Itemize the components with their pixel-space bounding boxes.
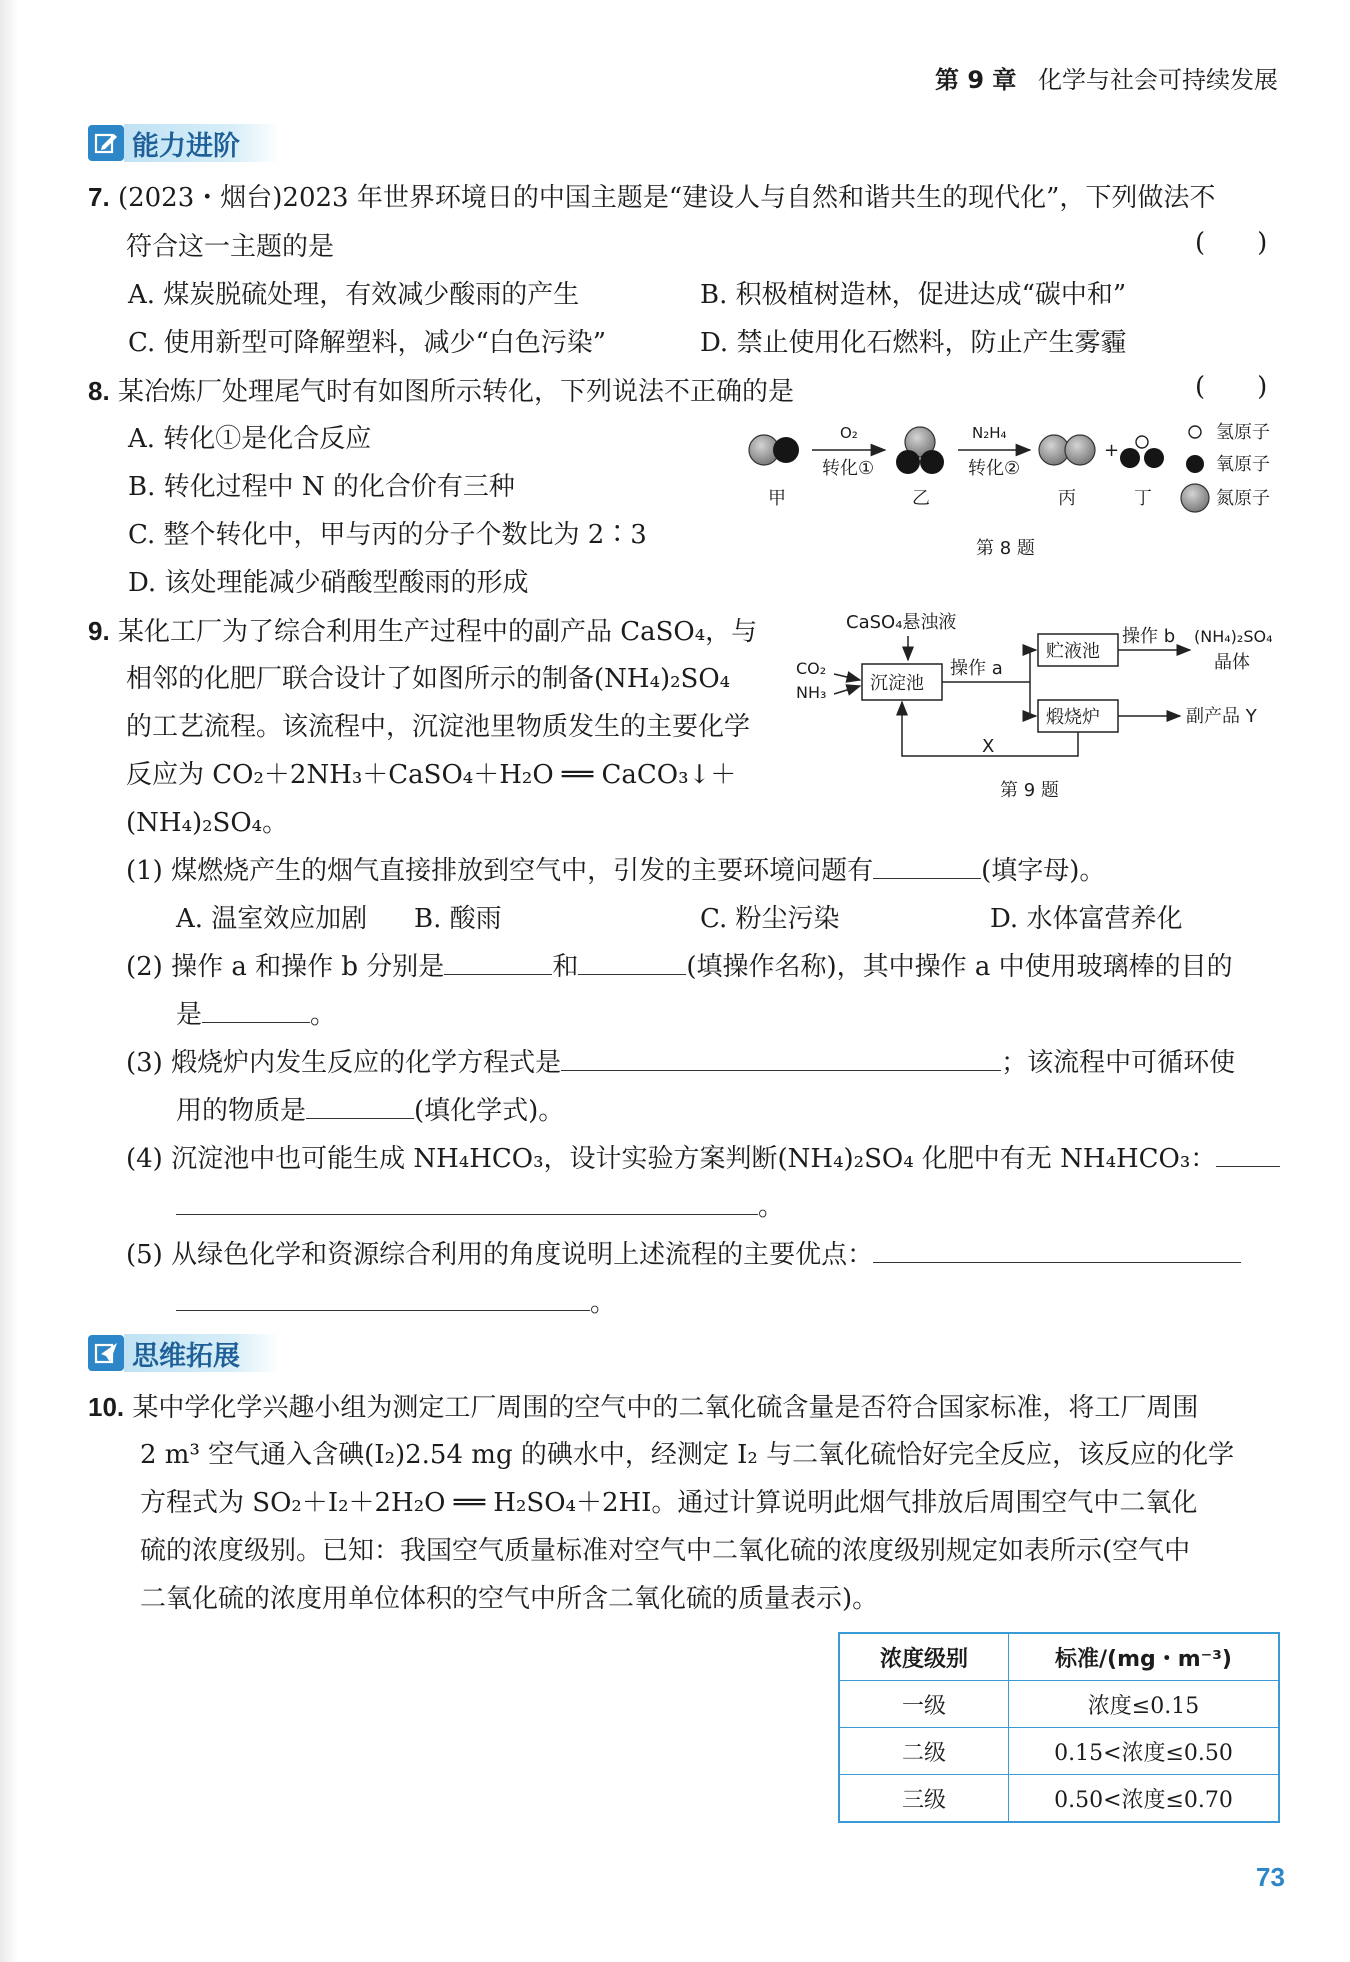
subquestion-text: 和 bbox=[552, 952, 579, 982]
subquestion-text: 。 bbox=[310, 1000, 337, 1030]
subquestion-5 bbox=[126, 1238, 1241, 1272]
table-row bbox=[839, 1728, 1279, 1775]
label-caso4: CaSO₄悬浊液 bbox=[846, 612, 957, 633]
question-10 bbox=[88, 1390, 1198, 1425]
molecule-ding bbox=[1120, 436, 1164, 468]
label-op-b: 操作 b bbox=[1122, 626, 1176, 647]
answer-blank[interactable] bbox=[1216, 1142, 1280, 1167]
option-b: B. 转化过程中 N 的化合价有三种 bbox=[128, 472, 515, 502]
chapter-number: 第 9 章 bbox=[935, 66, 1017, 94]
table-cell: 一级 bbox=[839, 1681, 1009, 1728]
label-plus: + bbox=[1104, 440, 1120, 461]
subquestion-text: (5) 从绿色化学和资源综合利用的角度说明上述流程的主要优点： bbox=[126, 1240, 874, 1270]
question-7 bbox=[88, 180, 1215, 215]
subquestion-text: (填化学式)。 bbox=[414, 1096, 565, 1126]
table-cell: 0.50<浓度≤0.70 bbox=[1009, 1775, 1280, 1823]
question-9 bbox=[88, 614, 757, 649]
figure-caption: 第 9 题 bbox=[1000, 780, 1059, 801]
label-bing: 丙 bbox=[1058, 488, 1076, 509]
question-text: (2023・烟台)2023 年世界环境日的中国主题是“建设人与自然和谐共生的现代化”，下列做法不 bbox=[117, 183, 1216, 213]
subquestion-text: (1) 煤燃烧产生的烟气直接排放到空气中，引发的主要环境问题有 bbox=[126, 856, 874, 886]
subquestion-text: (2) 操作 a 和操作 b 分别是 bbox=[126, 952, 445, 982]
label-byproduct: 副产品 Y bbox=[1186, 706, 1257, 727]
pencil-icon bbox=[88, 125, 124, 161]
table-row bbox=[839, 1775, 1279, 1823]
s1-option-a: A. 温室效应加剧 bbox=[176, 904, 368, 934]
option-a: A. 转化①是化合反应 bbox=[128, 424, 372, 454]
label-x: X bbox=[982, 736, 995, 757]
subquestion-1 bbox=[126, 854, 1105, 888]
question-10-line4: 硫的浓度级别。已知：我国空气质量标准对空气中二氧化硫的浓度级别规定如表所示(空气中 bbox=[140, 1536, 1191, 1566]
question-9-line4: 反应为 CO₂＋2NH₃＋CaSO₄＋H₂O ══ CaCO₃↓＋ bbox=[126, 760, 737, 790]
subquestion-text: 。 bbox=[758, 1192, 785, 1222]
subquestion-3 bbox=[126, 1046, 1235, 1080]
table-cell: 三级 bbox=[839, 1775, 1009, 1823]
label-n2h4: N₂H₄ bbox=[972, 424, 1007, 442]
legend-nitrogen: 氮原子 bbox=[1216, 488, 1270, 509]
answer-blank[interactable] bbox=[561, 1046, 1001, 1071]
question-7-line2: 符合这一主题的是 bbox=[126, 232, 335, 262]
chapter-title: 化学与社会可持续发展 bbox=[1038, 66, 1279, 94]
subquestion-text: (4) 沉淀池中也可能生成 NH₄HCO₃，设计实验方案判断(NH₄)₂SO₄ 化肥中有无 NH₄HCO₃： bbox=[126, 1144, 1217, 1174]
label-op-a: 操作 a bbox=[950, 658, 1003, 679]
label-step2: 转化② bbox=[968, 458, 1021, 479]
figure-8-molecule-diagram bbox=[740, 412, 1300, 562]
s1-option-c: C. 粉尘污染 bbox=[700, 904, 840, 934]
question-8 bbox=[88, 374, 794, 409]
table-cell: 0.15<浓度≤0.50 bbox=[1009, 1728, 1280, 1775]
section-header-extension bbox=[88, 1332, 280, 1374]
label-furnace: 煅烧炉 bbox=[1046, 707, 1100, 728]
subquestion-text: 。 bbox=[590, 1288, 617, 1318]
answer-blank[interactable] bbox=[444, 950, 552, 975]
option-d: D. 禁止使用化石燃料，防止产生雾霾 bbox=[700, 328, 1127, 358]
legend-oxygen: 氧原子 bbox=[1216, 454, 1270, 475]
subquestion-5-line2 bbox=[176, 1286, 616, 1320]
table-cell: 二级 bbox=[839, 1728, 1009, 1775]
question-number: 9. bbox=[88, 616, 110, 646]
option-a: A. 煤炭脱硫处理，有效减少酸雨的产生 bbox=[128, 280, 580, 310]
label-tank: 沉淀池 bbox=[870, 673, 924, 694]
label-storage: 贮液池 bbox=[1046, 641, 1100, 662]
option-c: C. 整个转化中，甲与丙的分子个数比为 2∶3 bbox=[128, 520, 647, 550]
table-row bbox=[839, 1681, 1279, 1728]
label-crystal: 晶体 bbox=[1214, 652, 1250, 673]
label-product: (NH₄)₂SO₄ bbox=[1194, 627, 1273, 646]
figure-9-process-flow bbox=[790, 606, 1290, 806]
s1-option-b: B. 酸雨 bbox=[414, 904, 502, 934]
figure-caption: 第 8 题 bbox=[976, 538, 1035, 559]
subquestion-text: 是 bbox=[176, 1000, 203, 1030]
option-c: C. 使用新型可降解塑料，减少“白色污染” bbox=[128, 328, 607, 358]
answer-blank[interactable] bbox=[873, 854, 981, 879]
question-9-line2: 相邻的化肥厂联合设计了如图所示的制备(NH₄)₂SO₄ bbox=[126, 664, 731, 694]
question-text: 某冶炼厂处理尾气时有如图所示转化，下列说法不正确的是 bbox=[117, 377, 794, 407]
label-step1: 转化① bbox=[822, 458, 875, 479]
answer-blank[interactable] bbox=[306, 1094, 414, 1119]
label-nh3: NH₃ bbox=[796, 683, 827, 702]
table-header-row bbox=[839, 1633, 1279, 1681]
option-b: B. 积极植树造林，促进达成“碳中和” bbox=[700, 280, 1127, 310]
question-10-line5: 二氧化硫的浓度用单位体积的空气中所含二氧化硫的质量表示)。 bbox=[140, 1584, 879, 1614]
label-co2: CO₂ bbox=[796, 659, 827, 678]
answer-blank[interactable] bbox=[176, 1190, 758, 1215]
question-10-line2: 2 m³ 空气通入含碘(I₂)2.54 mg 的碘水中，经测定 I₂ 与二氧化硫恰好完全反应，该反应的化学 bbox=[140, 1440, 1235, 1470]
subquestion-text: (填操作名称)，其中操作 a 中使用玻璃棒的目的 bbox=[686, 952, 1233, 982]
s1-option-d: D. 水体富营养化 bbox=[990, 904, 1183, 934]
label-o2: O₂ bbox=[840, 424, 858, 442]
subquestion-text: ；该流程中可循环使 bbox=[1001, 1048, 1236, 1078]
molecule-jia bbox=[749, 435, 799, 465]
page-shadow bbox=[0, 0, 18, 1962]
question-text: 某中学化学兴趣小组为测定工厂周围的空气中的二氧化硫含量是否符合国家标准，将工厂周围 bbox=[132, 1393, 1199, 1423]
label-ding: 丁 bbox=[1134, 488, 1152, 509]
question-9-line5: (NH₄)₂SO₄。 bbox=[126, 808, 289, 838]
table-header: 标准/(mg・m⁻³) bbox=[1009, 1633, 1280, 1681]
answer-paren: ( ) bbox=[1195, 228, 1268, 258]
label-jia: 甲 bbox=[768, 488, 786, 509]
subquestion-4-line2 bbox=[176, 1190, 784, 1224]
subquestion-4 bbox=[126, 1142, 1280, 1176]
answer-blank[interactable] bbox=[873, 1238, 1241, 1263]
question-9-line3: 的工艺流程。该流程中，沉淀池里物质发生的主要化学 bbox=[126, 712, 751, 742]
answer-blank[interactable] bbox=[202, 998, 310, 1023]
question-number: 8. bbox=[88, 376, 110, 406]
question-number: 7. bbox=[88, 182, 110, 212]
option-d: D. 该处理能减少硝酸型酸雨的形成 bbox=[128, 568, 529, 598]
section-title: 能力进阶 bbox=[124, 124, 280, 162]
answer-blank[interactable] bbox=[176, 1286, 590, 1311]
molecule-yi bbox=[896, 427, 944, 474]
subquestion-2 bbox=[126, 950, 1233, 984]
section-header-advanced bbox=[88, 122, 280, 164]
table-header: 浓度级别 bbox=[839, 1633, 1009, 1681]
paper-plane-icon bbox=[88, 1335, 124, 1371]
label-yi: 乙 bbox=[912, 488, 930, 509]
legend-hydrogen: 氢原子 bbox=[1216, 422, 1270, 443]
subquestion-2-line2 bbox=[176, 998, 336, 1032]
page-number: 73 bbox=[1256, 1862, 1285, 1892]
molecule-bing bbox=[1039, 435, 1095, 465]
oxygen-atom-icon bbox=[1186, 455, 1204, 473]
answer-blank[interactable] bbox=[578, 950, 686, 975]
table-cell: 浓度≤0.15 bbox=[1009, 1681, 1280, 1728]
answer-paren: ( ) bbox=[1195, 372, 1268, 402]
question-10-line3: 方程式为 SO₂＋I₂＋2H₂O ══ H₂SO₄＋2HI。通过计算说明此烟气排放后周围空气中二氧化 bbox=[140, 1488, 1198, 1518]
question-text: 某化工厂为了综合利用生产过程中的副产品 CaSO₄，与 bbox=[117, 617, 758, 647]
section-title: 思维拓展 bbox=[124, 1334, 280, 1372]
subquestion-text: (3) 煅烧炉内发生反应的化学方程式是 bbox=[126, 1048, 562, 1078]
so2-standard-table bbox=[838, 1632, 1280, 1823]
hydrogen-atom-icon bbox=[1189, 426, 1201, 438]
question-number: 10. bbox=[88, 1392, 125, 1422]
subquestion-text: 用的物质是 bbox=[176, 1096, 307, 1126]
subquestion-3-line2 bbox=[176, 1094, 564, 1128]
nitrogen-atom-icon bbox=[1181, 484, 1209, 512]
subquestion-text: (填字母)。 bbox=[981, 856, 1106, 886]
running-header bbox=[935, 60, 1278, 95]
